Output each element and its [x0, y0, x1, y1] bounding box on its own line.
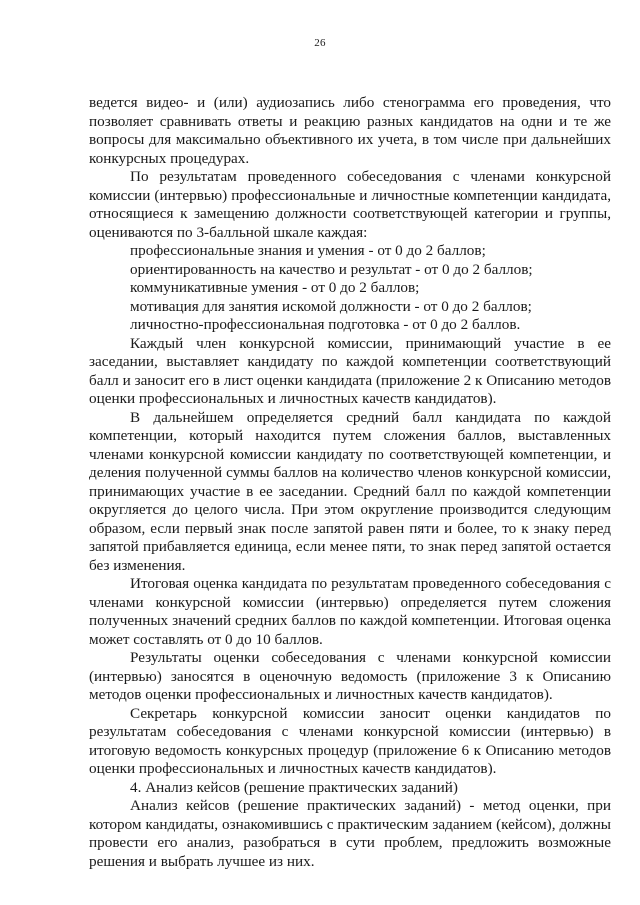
- paragraph-score-recording: Результаты оценки собеседования с членами конкурсной комиссии (интервью) заносятся в оценочную ведомость (приложение 3 к Описанию методов оценки профессиональных и личностных качеств кандидатов).: [89, 649, 611, 703]
- paragraph-interview-results: По результатам проведенного собеседования с членами конкурсной комиссии (интервью) профессиональные и личностные компетенции кандидата, относящиеся к замещению должности соответствующей категории и группы, оцениваются по 3-балльной шкале каждая:: [89, 168, 611, 241]
- list-item-personal-preparation: личностно-профессиональная подготовка - от 0 до 2 баллов.: [130, 316, 521, 333]
- document-body: [89, 94, 611, 871]
- list-item-professional-knowledge: профессиональные знания и умения - от 0 до 2 баллов;: [130, 242, 486, 259]
- list-item-communication-skills: коммуникативные умения - от 0 до 2 баллов;: [130, 279, 420, 296]
- list-item-motivation: мотивация для занятия искомой должности - от 0 до 2 баллов;: [130, 297, 532, 315]
- paragraph-case-analysis: Анализ кейсов (решение практических заданий) - метод оценки, при котором кандидаты, ознакомившись с практическим заданием (кейсом), должны провести его анализ, разобраться в сути проблем, предложить возможные решения и выбрать лучшее из них.: [89, 797, 611, 870]
- paragraph-secretary: Секретарь конкурсной комиссии заносит оценки кандидатов по результатам собеседования с членами конкурсной комиссии (интервью) в итоговую ведомость конкурсных процедур (приложение 6 к Описанию методов оценки профессиональных и личностных качеств кандидатов).: [89, 704, 611, 777]
- paragraph-average-score: В дальнейшем определяется средний балл кандидата по каждой компетенции, который находится путем сложения баллов, выставленных членами конкурсной комиссии кандидату по соответствующей компетенции, и деления полученной суммы баллов на количество членов конкурсной комиссии, принимающих участие в ее заседании. Средний балл по каждой компетенции округляется до целого числа. При этом округление производится следующим образом, если первый знак после запятой равен пяти и более, то к знаку перед запятой прибавляется единица, если менее пяти, то знак перед запятой остается без изменения.: [89, 408, 611, 574]
- paragraph-final-score: Итоговая оценка кандидата по результатам проведенного собеседования с членами конкурсной комиссии (интервью) определяется путем сложения полученных значений средних баллов по каждой компетенции. Итоговая оценка может составлять от 0 до 10 баллов.: [89, 575, 611, 648]
- page-number: 26: [314, 37, 326, 49]
- section-heading-case-analysis: 4. Анализ кейсов (решение практических заданий): [130, 778, 458, 796]
- paragraph-continuation: ведется видео- и (или) аудиозапись либо стенограмма его проведения, что позволяет сравнивать ответы и реакцию разных кандидатов на одни и те же вопросы для максимально объективного их учета, в том числе при дальнейших конкурсных процедурах.: [89, 94, 611, 167]
- list-item-quality-orientation: ориентированность на качество и результат - от 0 до 2 баллов;: [130, 260, 533, 278]
- paragraph-member-scoring: Каждый член конкурсной комиссии, принимающий участие в ее заседании, выставляет кандидату по каждой компетенции соответствующий балл и заносит его в лист оценки кандидата (приложение 2 к Описанию методов оценки профессиональных и личностных качеств кандидатов).: [89, 334, 611, 407]
